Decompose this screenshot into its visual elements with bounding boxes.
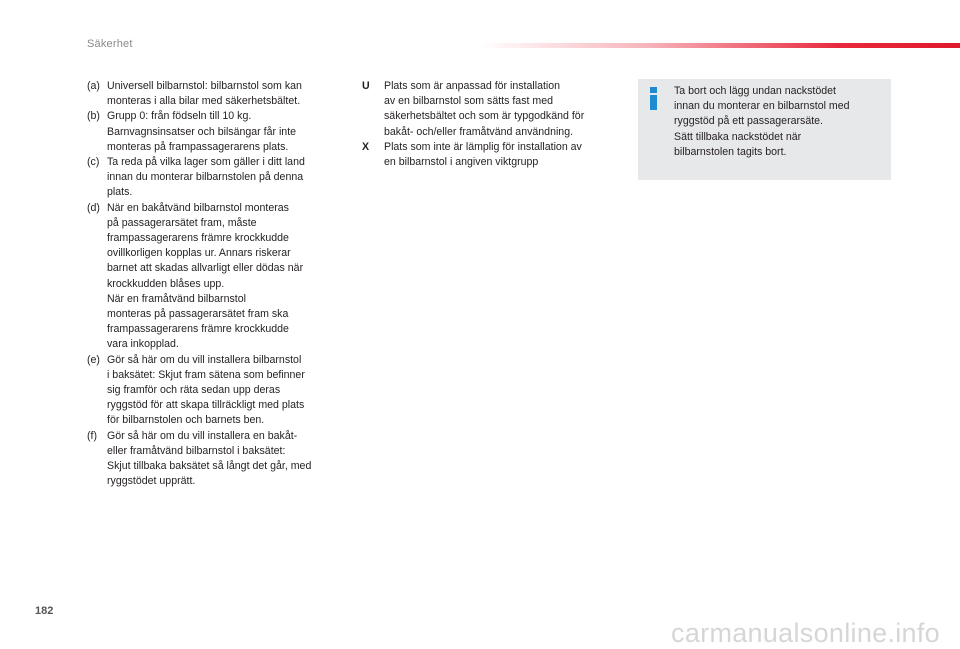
footnote-item bbox=[87, 155, 349, 201]
legend-text: Plats som är anpassad för installation av en bilbarnstol som sätts fast med säkerhetsbältet och som är typgodkänd för bakåt- och/eller framåtvänd användning. bbox=[384, 80, 585, 138]
footnote-key: (f) bbox=[87, 429, 97, 442]
footnote-text: Ta reda på vilka lager som gäller i ditt land innan du monterar bilbarnstolen på denna plats. bbox=[107, 156, 305, 199]
legend-key: U bbox=[362, 80, 370, 92]
footnote-text: Gör så här om du vill installera en bakåt- eller framåtvänd bilbarnstol i baksätet: Skjut tillbaka baksätet så långt det går, med ryggstödet upprätt. bbox=[107, 429, 312, 488]
footnote-list bbox=[87, 79, 349, 489]
legend-item-x bbox=[362, 140, 617, 170]
watermark: carmanualsonline.info bbox=[671, 618, 940, 648]
legend-key: X bbox=[362, 140, 370, 153]
legend-text: Plats som inte är lämplig för installation av en bilbarnstol i angiven viktgrupp bbox=[384, 140, 582, 169]
footnote-text: Grupp 0: från födseln till 10 kg. Barnvagnsinsatser och bilsängar får inte monteras på frampassagerarens plats. bbox=[107, 110, 297, 153]
footnote-item bbox=[87, 201, 349, 353]
footnote-key: (c) bbox=[87, 156, 100, 169]
legend-list bbox=[362, 79, 617, 170]
info-icon bbox=[649, 87, 659, 109]
footnote-key: (d) bbox=[87, 201, 100, 214]
footnote-text: När en bakåtvänd bilbarnstol monteras på passagerarsätet fram, måste frampassagerarens främre krockkudde ovillkorligen kopplas ur. Annars riskerar barnet att skadas allvarligt eller dödas när krockkudden blåses upp. När en framåtvänd bilbarnstol monteras på passagerarsätet fram ska frampassagerarens främre krockkudde vara inkopplad. bbox=[107, 201, 304, 351]
legend-item-u bbox=[362, 79, 617, 140]
footnote-item bbox=[87, 353, 349, 429]
info-box bbox=[638, 79, 891, 180]
footnote-item bbox=[87, 109, 349, 155]
footnote-item bbox=[87, 429, 349, 490]
footnote-key: (e) bbox=[87, 353, 100, 366]
section-title: Säkerhet bbox=[87, 38, 133, 50]
footnote-text: Universell bilbarnstol: bilbarnstol som kan monteras i alla bilar med säkerhetsbältet. bbox=[107, 80, 302, 108]
info-text: Ta bort och lägg undan nackstödet innan du monterar en bilbarnstol med ryggstöd på ett passagerarsäte. Sätt tillbaka nackstödet när bilbarnstolen tagits bort. bbox=[674, 85, 850, 158]
footnote-item bbox=[87, 79, 349, 109]
page-number: 182 bbox=[35, 605, 54, 617]
footnote-key: (b) bbox=[87, 110, 100, 123]
header-accent-bar bbox=[480, 43, 960, 48]
footnote-text: Gör så här om du vill installera bilbarnstol i baksätet: Skjut fram sätena som befinner sig framför och räta sedan upp deras ryggstöd för att skapa tillräckligt med plats för bilbarnstolen och barnets ben. bbox=[107, 353, 305, 427]
footnote-key: (a) bbox=[87, 80, 100, 92]
